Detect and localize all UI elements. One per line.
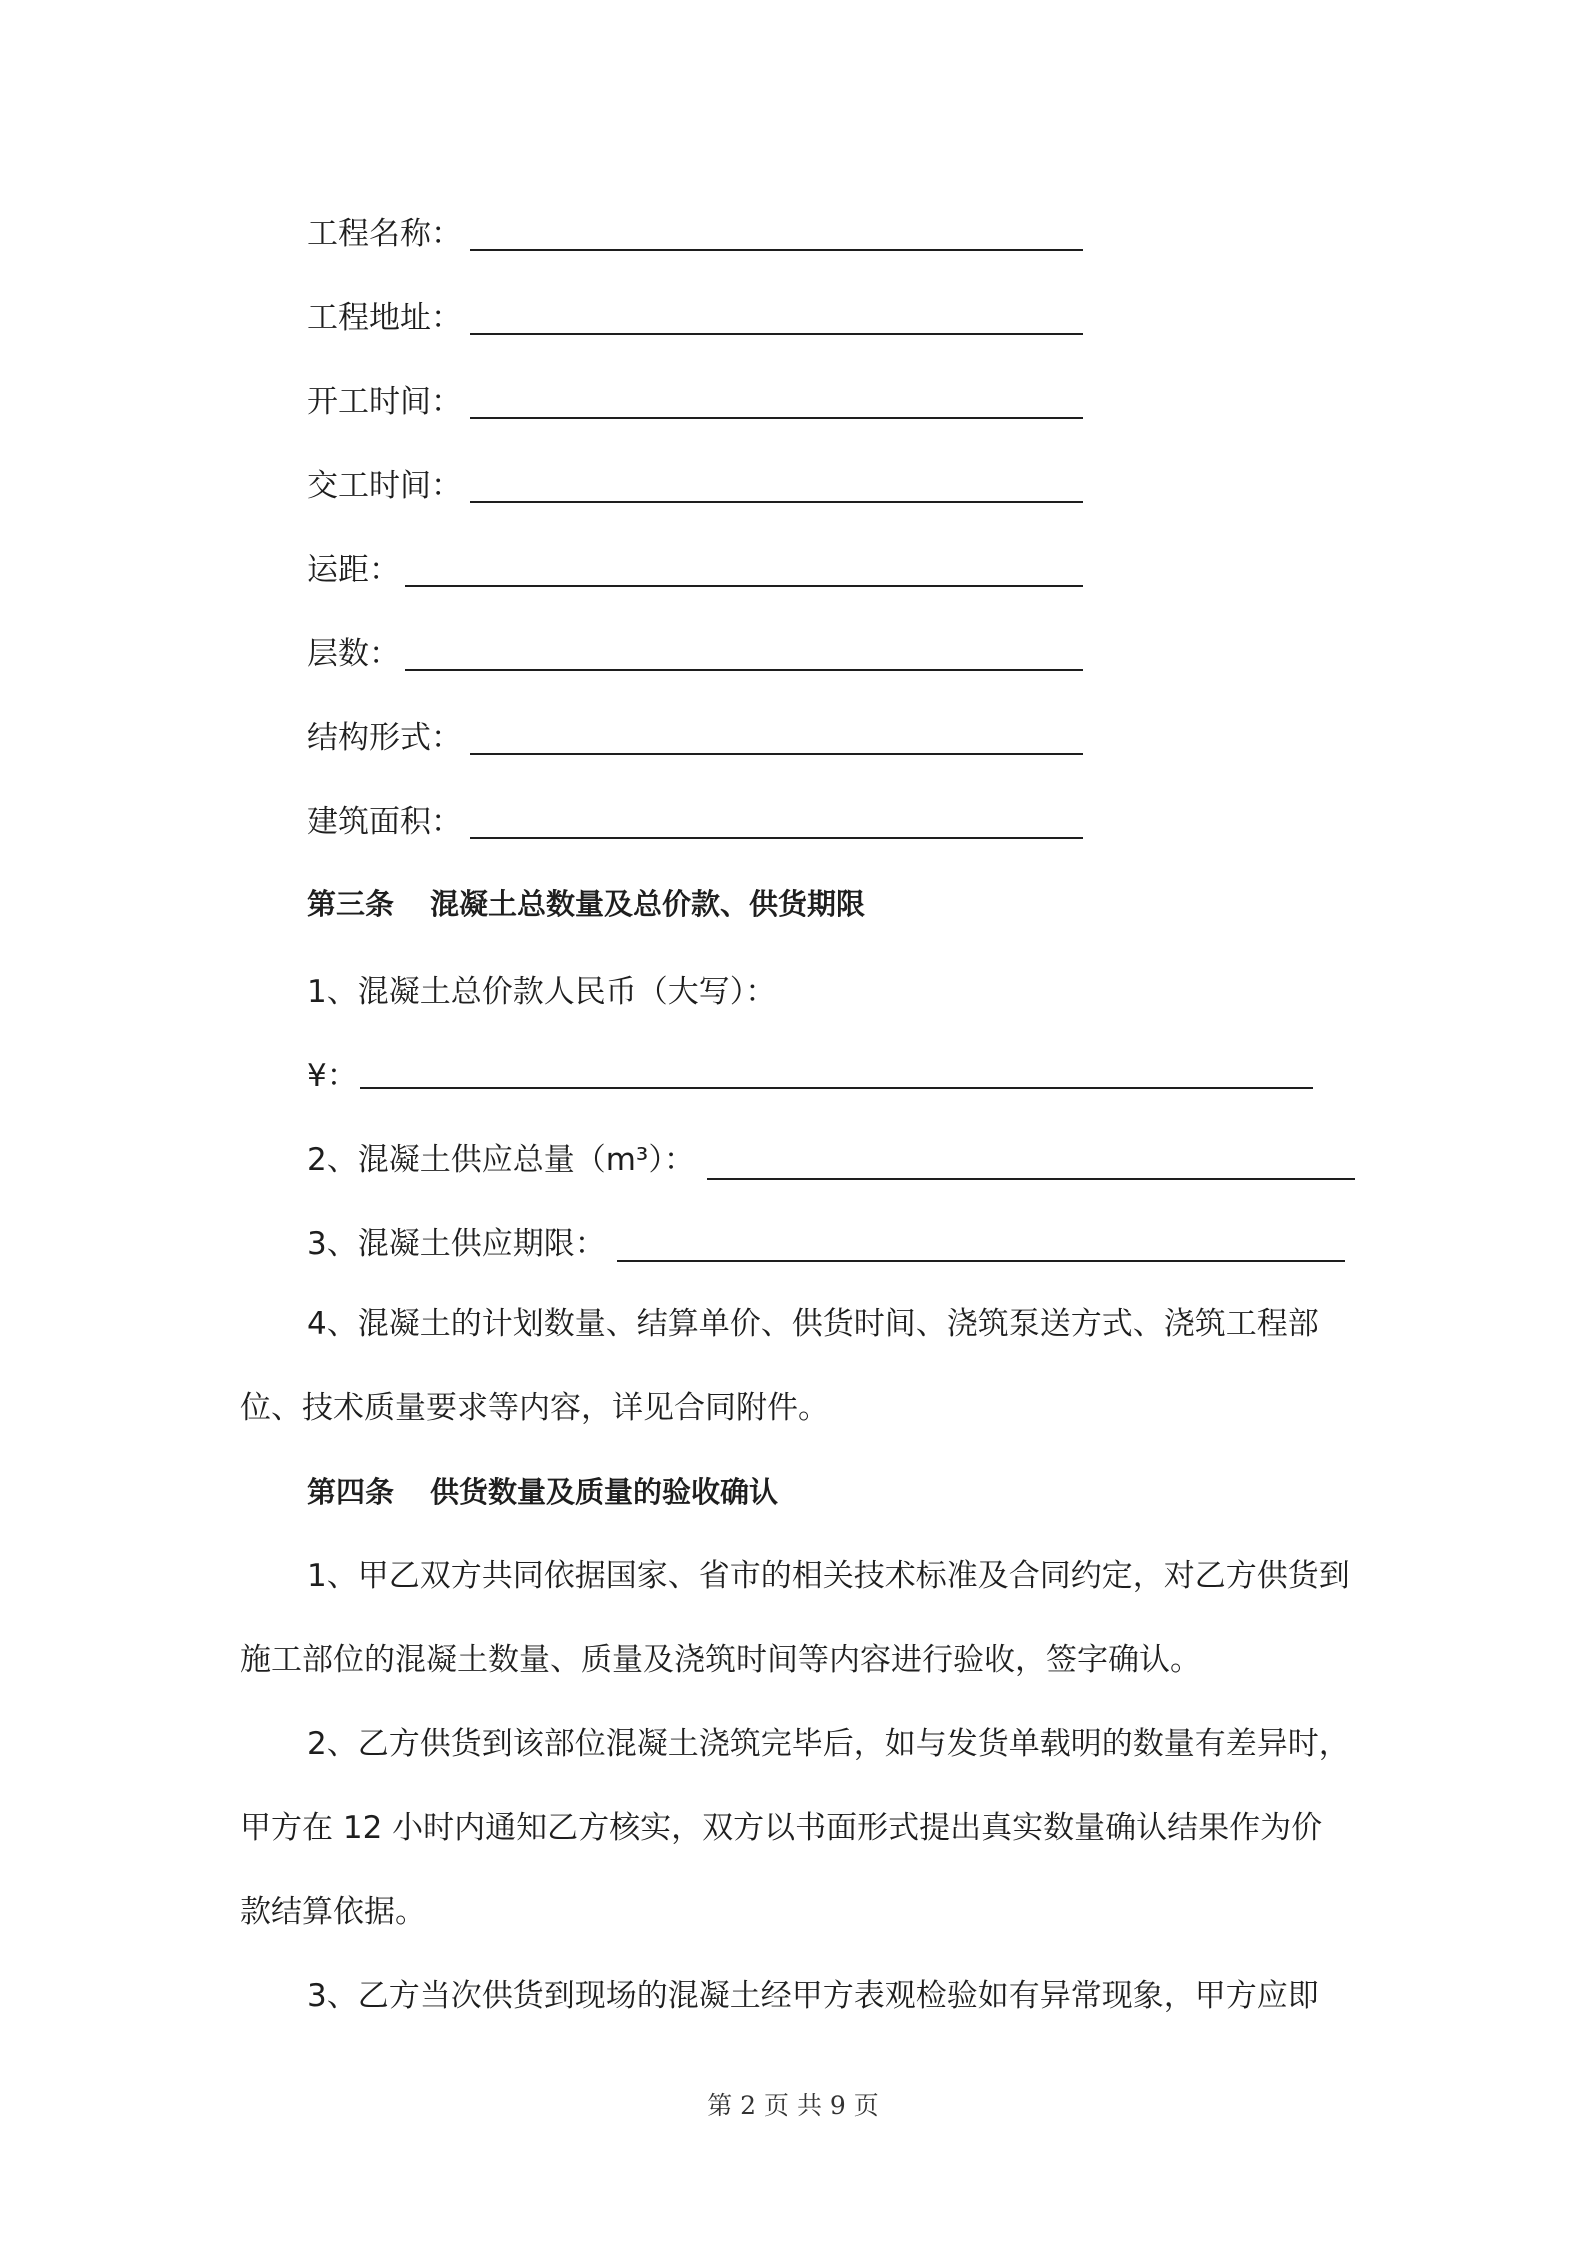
supply-quantity-blank[interactable] [707,1178,1355,1180]
price-figure-blank[interactable] [360,1087,1313,1089]
article4-number: 第四条 [307,1475,395,1509]
field-label: 工程名称： [307,215,462,252]
structure-type-blank[interactable] [470,753,1083,755]
floors-blank[interactable] [405,669,1083,671]
field-label: 层数： [307,635,400,672]
project-name-blank[interactable] [470,249,1083,251]
field-haul-distance [307,536,400,596]
article3-item2: 2、混凝土供应总量（m³）： [307,1142,695,1178]
article4-item1: 1、甲乙双方共同依据国家、省市的相关技术标准及合同约定，对乙方供货到施工部位的混凝土数量、质量及浇筑时间等内容进行验收，签字确认。 [240,1558,1350,1678]
article4-item2: 2、乙方供货到该部位混凝土浇筑完毕后，如与发货单载明的数量有差异时，甲方在 12 小时内通知乙方核实，双方以书面形式提出真实数量确认结果作为价款结算依据。 [240,1726,1350,1930]
building-area-blank[interactable] [470,837,1083,839]
field-floors [307,620,400,680]
field-label: 交工时间： [307,467,462,504]
start-date-blank[interactable] [470,417,1083,419]
article3-item3: 3、混凝土供应期限： [307,1226,606,1262]
field-project-name [307,200,462,260]
article3-title: 混凝土总数量及总价款、供货期限 [430,887,866,921]
supply-period-blank[interactable] [617,1260,1345,1262]
field-structure-type [307,704,462,764]
haul-distance-blank[interactable] [405,585,1083,587]
field-label: 运距： [307,551,400,588]
field-label: 开工时间： [307,383,462,420]
field-project-address [307,284,462,344]
page-number-footer: 第 2 页 共 9 页 [707,2091,879,2120]
article3-item4: 4、混凝土的计划数量、结算单价、供货时间、浇筑泵送方式、浇筑工程部位、技术质量要求等内容，详见合同附件。 [240,1306,1319,1426]
field-completion-date [307,452,462,512]
article3-heading [307,882,865,923]
article3-number: 第三条 [307,887,395,921]
project-address-blank[interactable] [470,333,1083,335]
completion-date-blank[interactable] [470,501,1083,503]
article4-title: 供货数量及质量的验收确认 [430,1475,779,1509]
field-building-area [307,788,462,848]
field-label: 工程地址： [307,299,462,336]
field-start-date [307,368,462,428]
article3-item1: 1、混凝土总价款人民币（大写）： [307,974,777,1010]
field-label: 结构形式： [307,719,462,756]
article4-heading [307,1470,778,1511]
field-label: 建筑面积： [307,803,462,840]
article4-item3: 3、乙方当次供货到现场的混凝土经甲方表观检验如有异常现象，甲方应即 [307,1978,1319,2014]
yen-label: ¥： [307,1058,358,1094]
